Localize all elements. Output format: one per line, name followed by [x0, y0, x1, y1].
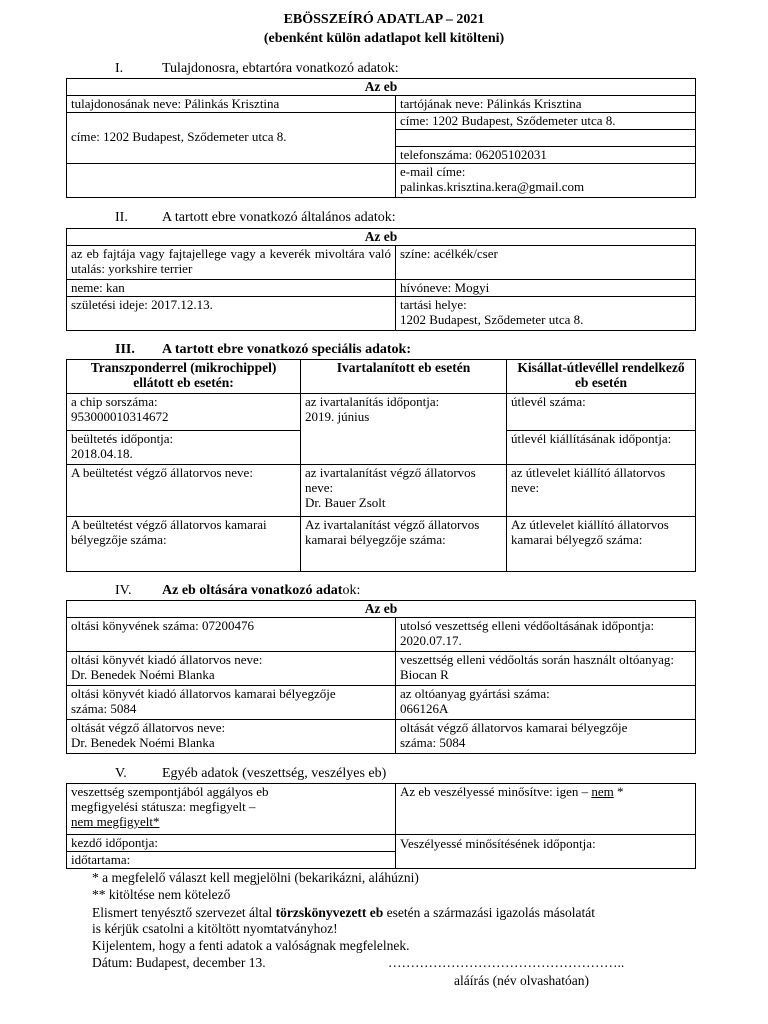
- rabies-suspect-status: veszettség szempontjából aggályos eb megfigyelési státusza: megfigyelt – nem megfigyelt*: [67, 784, 396, 835]
- breed: az eb fajtája vagy fajtajellege vagy a keverék mivoltára való utalás: yorkshire terrier: [67, 246, 396, 280]
- section-title: Az eb oltására vonatkozó adat: [162, 583, 343, 598]
- neuter-column-header: Ivartalanított eb esetén: [301, 360, 507, 394]
- keeper-name: tartójának neve: Pálinkás Krisztina: [396, 96, 696, 113]
- section-title: Tulajdonosra, ebtartóra vonatkozó adatok:: [162, 61, 399, 76]
- call-name: hívóneve: Mogyi: [396, 280, 696, 297]
- chip-number: a chip sorszáma: 953000010314672: [67, 394, 301, 431]
- section-title: A tartott ebre vonatkozó speciális adatok:: [162, 342, 411, 357]
- passport-column-header: Kisállat-útlevéllel rendelkező eb esetén: [507, 360, 696, 394]
- color: színe: acélkék/cser: [396, 246, 696, 280]
- vaccination-book-number: oltási könyvének száma: 07200476: [67, 618, 396, 652]
- email: e-mail címe: palinkas.krisztina.kera@gmail.com: [396, 164, 696, 198]
- neuter-date: az ivartalanítás időpontja: 2019. június: [301, 394, 507, 465]
- signature-label: aláírás (név olvashatóan): [454, 973, 589, 988]
- signature-line: ……………………………………………..: [388, 955, 625, 970]
- neuter-vet: az ivartalanítást végző állatorvos neve: Dr. Bauer Zsolt: [301, 465, 507, 517]
- sex: neme: kan: [67, 280, 396, 297]
- page-title: EBÖSSZEÍRÓ ADATLAP – 2021: [283, 12, 485, 27]
- keeper-address: címe: 1202 Budapest, Sződemeter utca 8.: [396, 113, 696, 130]
- dog-special-table: [66, 359, 696, 572]
- observation-duration: időtartama:: [67, 852, 396, 869]
- owner-table: [66, 78, 696, 198]
- implant-stamp: A beültetést végző állatorvos kamarai bélyegzője száma:: [67, 517, 301, 572]
- vaccine-batch-number: az oltóanyag gyártási száma: 066126A: [396, 686, 696, 720]
- keeping-place: tartási helye: 1202 Budapest, Sződemeter utca 8.: [396, 297, 696, 331]
- vaccine-used: veszettség elleni védőoltás során használt oltóanyag: Biocan R: [396, 652, 696, 686]
- pedigree-note-line2: is kérjük csatolni a kitöltött nyomtatványhoz!: [92, 921, 338, 936]
- passport-vet: az útlevelet kiállító állatorvos neve:: [507, 465, 696, 517]
- note-optional: ** kitöltése nem kötelező: [92, 887, 231, 902]
- passport-issue-date: útlevél kiállításának időpontja:: [507, 431, 696, 465]
- table-header: Az eb: [67, 79, 696, 96]
- passport-number: útlevél száma:: [507, 394, 696, 431]
- section-number: IV.: [115, 583, 132, 598]
- observation-start-date: kezdő időpontja:: [67, 835, 396, 852]
- section-number: II.: [115, 210, 128, 225]
- section-title: A tartott ebre vonatkozó általános adatok:: [162, 210, 396, 225]
- table-header: Az eb: [67, 229, 696, 246]
- other-data-table: [66, 783, 696, 869]
- implant-date: beültetés időpontja: 2018.04.18.: [67, 431, 301, 465]
- dangerous-dog-status: Az eb veszélyessé minősítve: igen – nem *: [396, 784, 696, 835]
- section-number: I.: [115, 61, 124, 76]
- book-issuing-vet: oltási könyvét kiadó állatorvos neve: Dr. Benedek Noémi Blanka: [67, 652, 396, 686]
- phone: telefonszáma: 06205102031: [396, 147, 696, 164]
- neuter-stamp: Az ivartalanítást végző állatorvos kamarai bélyegzője száma:: [301, 517, 507, 572]
- implant-vet: A beültetést végző állatorvos neve:: [67, 465, 301, 517]
- owner-address: címe: 1202 Budapest, Sződemeter utca 8.: [67, 113, 396, 164]
- date-line: Dátum: Budapest, december 13.: [92, 955, 266, 970]
- table-header: Az eb: [67, 601, 696, 618]
- passport-stamp: Az útlevelet kiállító állatorvos kamarai bélyegző száma:: [507, 517, 696, 572]
- vaccinating-vet: oltását végző állatorvos neve: Dr. Benedek Noémi Blanka: [67, 720, 396, 754]
- section-title: Egyéb adatok (veszettség, veszélyes eb): [162, 766, 387, 781]
- pedigree-note: Elismert tenyésztő szervezet által törzskönyvezett eb esetén a származási igazolás másolatát: [92, 905, 596, 920]
- note-mark: * a megfelelő választ kell megjelölni (bekarikázni, aláhúzni): [92, 870, 419, 885]
- owner-name: tulajdonosának neve: Pálinkás Krisztina: [67, 96, 396, 113]
- section-title-rest: ok:: [342, 583, 361, 598]
- section-number: III.: [115, 342, 135, 357]
- rabies-vaccination-date: utolsó veszettség elleni védőoltásának időpontja: 2020.07.17.: [396, 618, 696, 652]
- page-subtitle: (ebenként külön adatlapot kell kitölteni): [263, 31, 505, 46]
- vaccination-table: [66, 600, 696, 754]
- section-number: V.: [115, 766, 127, 781]
- dog-general-table: [66, 228, 696, 331]
- vaccinating-vet-stamp: oltását végző állatorvos kamarai bélyegzője száma: 5084: [396, 720, 696, 754]
- declaration: Kijelentem, hogy a fenti adatok a valóságnak megfelelnek.: [92, 938, 410, 953]
- dangerous-date: Veszélyessé minősítésének időpontja:: [396, 835, 696, 869]
- birth-date: születési ideje: 2017.12.13.: [67, 297, 396, 331]
- book-issuing-vet-stamp: oltási könyvét kiadó állatorvos kamarai bélyegzője száma: 5084: [67, 686, 396, 720]
- chip-column-header: Transzponderrel (mikrochippel) ellátott eb esetén:: [67, 360, 301, 394]
